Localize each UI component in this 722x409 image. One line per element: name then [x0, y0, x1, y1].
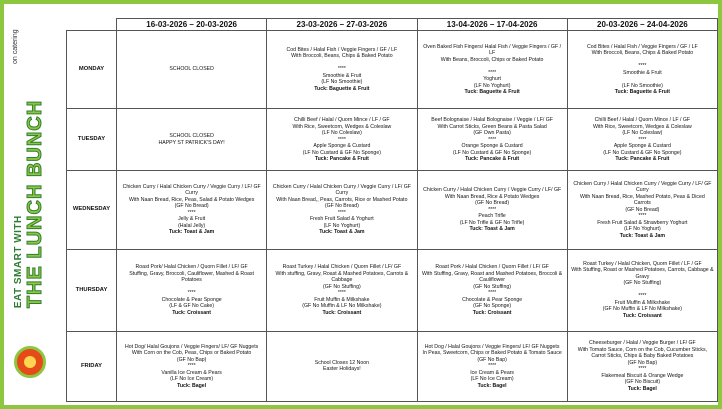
- tuck-item: Tuck: Toast & Jam: [619, 232, 666, 239]
- tuck-item: Tuck: Bagel: [477, 382, 507, 389]
- menu-cell: [417, 109, 567, 171]
- tuck-item: Tuck: Baguette & Fruit: [614, 89, 670, 96]
- meal-description: Chicken Curry / Halal Chicken Curry / Veggie Curry / LF/ GF Curry With Naan Bread, Rice, Peas, Salad & Potato Wedges (GF No Bread) **** Jelly & Fruit (Halal Jelly): [122, 183, 261, 229]
- brand-logo-icon: [14, 346, 46, 378]
- meal-description: SCHOOL CLOSED: [169, 66, 214, 73]
- tuck-item: Tuck: Pancake & Fruit: [465, 156, 520, 163]
- menu-cell: [417, 331, 567, 401]
- menu-page: [4, 4, 718, 405]
- tuck-item: Tuck: Bagel: [177, 382, 207, 389]
- menu-cell: [267, 249, 417, 331]
- brand-name: THE LUNCH BUNCH: [24, 99, 46, 309]
- meal-description: SCHOOL CLOSED HAPPY ST PATRICK'S DAY!: [158, 133, 225, 146]
- week-header: 13-04-2026 – 17-04-2026: [417, 19, 567, 31]
- day-row: [67, 249, 718, 331]
- week-header: 20-03-2026 – 24-04-2026: [567, 19, 717, 31]
- tuck-item: Tuck: Pancake & Fruit: [314, 156, 369, 163]
- menu-cell: [417, 249, 567, 331]
- menu-cell: [117, 31, 267, 109]
- meal-description: Chicken Curry / Halal Chicken Curry / Veggie Curry / LF/ GF With Naan Bread, Rice & Potato Wedges (GF No Bread) **** Peach Trifle (LF No Trifle & GF No Trifle): [423, 187, 562, 226]
- menu-cell: [567, 171, 717, 249]
- menu-cell: [417, 171, 567, 249]
- menu-cell: [117, 249, 267, 331]
- meal-description: Roast Pork / Halal Chicken / Quorn Fillet / LF/ GF With Stuffing, Gravy, Roast and Mashed Potatoes, Broccoli & Cauliflower (GF No Stuffing) **** Chocolate & Pear Sponge (GF No Sponge): [422, 264, 563, 310]
- menu-cell: [117, 171, 267, 249]
- menu-cell: [267, 171, 417, 249]
- menu-cell: [117, 109, 267, 171]
- meal-description: Roast Turkey / Halal Chicken / Quorn Fillet / LF/ GF With stuffing, Gravy, Roast & Mashed Potatoes, Carrots & Cabbage (GF No Stuffing) **** Fruit Muffin & Milkshake (GF No Muffin & LF No Milkshake): [275, 264, 409, 310]
- tuck-item: Tuck: Baguette & Fruit: [314, 85, 370, 92]
- menu-cell: [267, 109, 417, 171]
- corner-cell: [67, 19, 117, 31]
- tuck-item: Tuck: Croissant: [172, 309, 212, 316]
- meal-description: Chicken Curry / Halal Chicken Curry / Veggie Curry / LF/ GF Curry With Naan Bread, Rice, Mashed Potato, Peas & Diced Carrots (GF No Bread) **** Fresh Fruit Salad & Strawberry Yoghurt (LF No Yoghurt): [573, 180, 712, 233]
- menu-cell: [567, 109, 717, 171]
- week-header: 16-03-2026 – 20-03-2026: [117, 19, 267, 31]
- week-header-row: [67, 19, 718, 31]
- meal-description: Chilli Beef / Halal / Quorn Mince / LF / GF With Rice, Sweetcorn, Wedges & Coleslaw (LF No Coleslaw) **** Apple Sponge & Custard (LF No Custard & GF No Sponge): [592, 117, 692, 156]
- meal-description: Chicken Curry / Halal Chicken Curry / Veggie Curry / LF/ GF Curry With Naan Bread,, Peas, Carrots, Rice or Mashed Potato (GF No Bread) **** Fresh Fruit Salad & Yoghurt (LF No Yoghurt): [272, 183, 411, 229]
- tuck-item: Tuck: Bagel: [627, 385, 657, 392]
- menu-cell: [567, 331, 717, 401]
- brand-tagline: EAT SMART WITH: [13, 215, 24, 309]
- tuck-item: Tuck: Croissant: [472, 309, 512, 316]
- day-label: MONDAY: [67, 31, 117, 109]
- menu-cell: [567, 31, 717, 109]
- menu-table: [66, 18, 718, 402]
- meal-description: Hot Dog / Halal Goujons / Veggie Fingers/ LF/ GF Nuggets In Peas, Sweetcorn, Chips or Baked Potato & Tomato Sauce (GF No Bap) **** Ice Cream & Pears (LF No Ice Cream): [422, 343, 562, 383]
- day-label: FRIDAY: [67, 331, 117, 401]
- meal-description: Chilli Beef / Halal / Quorn Mince / LF / GF With Rice, Sweetcorn, Wedges & Coleslaw (LF No Coleslaw) **** Apple Sponge & Custard (LF No Custard & GF No Sponge): [292, 117, 392, 156]
- meal-description: Hot Dog/ Halal Goujons / Veggie Fingers/ LF/ GF Nuggets With Corn on the Cob, Peas, Chips or Baked Potato (GF No Bap) **** Vanilla Ice Cream & Pears (LF No Ice Cream): [125, 343, 259, 383]
- meal-description: School Closes 12 Noon Easter Holidays!: [314, 359, 369, 373]
- tuck-item: Tuck: Toast & Jam: [319, 229, 365, 236]
- day-row: [67, 31, 718, 109]
- week-header: 23-03-2026 – 27-03-2026: [267, 19, 417, 31]
- tuck-item: Tuck: Croissant: [322, 309, 362, 316]
- tuck-item: Tuck: Toast & Jam: [469, 226, 515, 233]
- menu-cell: [417, 31, 567, 109]
- menu-cell: [267, 331, 417, 401]
- day-label: THURSDAY: [67, 249, 117, 331]
- day-label: TUESDAY: [67, 109, 117, 171]
- day-row: [67, 109, 718, 171]
- meal-description: Cheeseburger / Halal / Veggie Burger / LF/ GF With Tomato Sauce, Corn on the Cob, Cucumber Sticks, Carrot Sticks, Chips & Baby Baked Potatoes (GF No Bap) **** Flakemeal Biscuit & Orange Wedge (GF No Biscuit): [577, 340, 708, 386]
- day-label: WEDNESDAY: [67, 171, 117, 249]
- meal-description: Cod Bites / Halal Fish / Veggie Fingers / GF / LF With Broccoli, Beans, Chips & Baked Potato **** Smoothie & Fruit (LF No Smoothie): [587, 43, 698, 89]
- day-row: [67, 171, 718, 249]
- meal-description: Beef Bolognaise / Halal Bolognaise / Veggie / LF/ GF With Carrot Sticks, Green Beans & Pasta Salad (GF Own Pasta) **** Orange Sponge & Custard (LF No Custard & GF No Sponge): [431, 117, 553, 156]
- meal-description: Oven Baked Fish Fingers/ Halal Fish / Veggie Fingers / GF / LF With Beans, Broccoli, Chips or Baked Potato **** Yoghurt (LF No Yoghurt): [423, 43, 562, 89]
- meal-description: Cod Bites / Halal Fish / Veggie Fingers / GF / LF With Broccoli, Beans, Chips & Baked Potato **** Smoothie & Fruit (LF No Smoothie): [286, 46, 398, 86]
- menu-cell: [117, 331, 267, 401]
- menu-cell: [267, 31, 417, 109]
- meal-description: Roast Pork/ Halal Chicken / Quorn Fillet / LF/ GF Stuffing, Gravy, Broccoli, Cauliflower, Mashed & Roast Potatoes **** Chocolate & Pear Sponge (LF & GF No Cake): [129, 264, 254, 310]
- meal-description: Roast Turkey / Halal Chicken, Quorn Fillet / LF / GF With Stuffing, Roast or Mashed Potatoes, Carrots, Cabbage & Gravy (GF No Stuffing) **** Fruit Muffin & Milkshake (GF No Muffin & LF No Milkshake): [571, 260, 714, 313]
- tuck-item: Tuck: Baguette & Fruit: [464, 89, 520, 96]
- menu-cell: [567, 249, 717, 331]
- tuck-item: Tuck: Toast & Jam: [168, 229, 215, 236]
- tuck-item: Tuck: Pancake & Fruit: [615, 156, 670, 163]
- brand-subtitle: on catering: [12, 29, 19, 64]
- tuck-item: Tuck: Croissant: [622, 312, 662, 319]
- brand-panel: [4, 4, 56, 405]
- brand-wordmark: [13, 100, 47, 308]
- day-row: [67, 331, 718, 401]
